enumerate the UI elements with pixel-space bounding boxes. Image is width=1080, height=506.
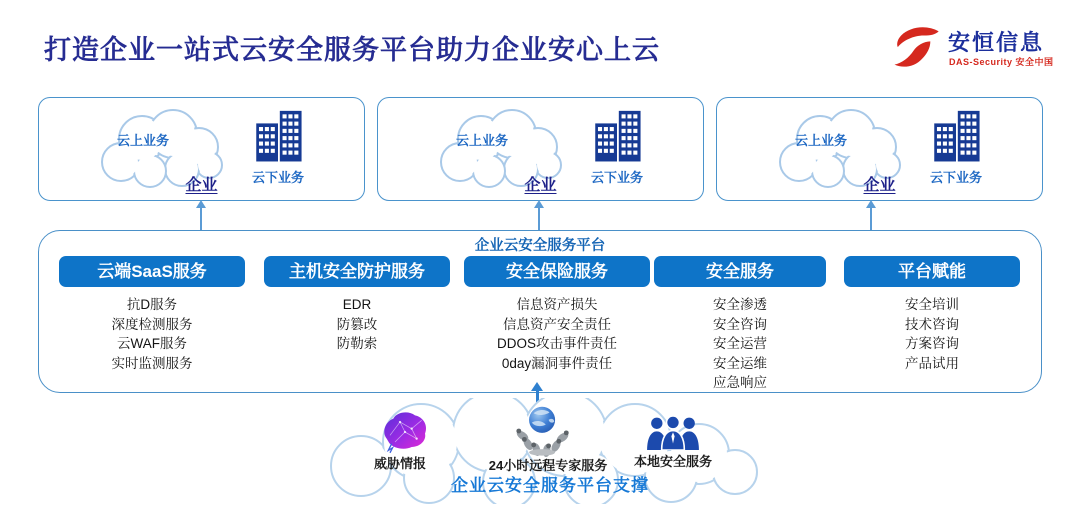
list-item: 0day漏洞事件责任 xyxy=(501,355,613,371)
remote-expert-label: 24小时远程专家服务 xyxy=(488,458,608,473)
enterprise-label: 企业 xyxy=(185,177,218,194)
list-item: 技术咨询 xyxy=(905,316,959,332)
building-icon xyxy=(249,110,307,164)
threat-intel-label: 威胁情报 xyxy=(373,456,426,471)
globe-experts-icon xyxy=(512,404,574,458)
column-items-host xyxy=(264,295,450,354)
cloud-business-label: 云上业务 xyxy=(455,133,508,148)
list-item: 安全咨询 xyxy=(713,316,767,332)
column-items-security xyxy=(654,295,826,393)
support-title: 企业云安全服务平台支撑 xyxy=(451,476,649,495)
building-icon xyxy=(927,110,985,164)
column-header-saas: 云端SaaS服务 xyxy=(59,256,245,287)
platform-title: 企业云安全服务平台 xyxy=(474,238,606,254)
cloud-business-label: 云上业务 xyxy=(794,133,847,148)
platform-column-saas xyxy=(59,231,245,392)
list-item: 方案咨询 xyxy=(905,336,959,351)
enterprise-label: 企业 xyxy=(524,177,557,194)
list-item: 深度检测服务 xyxy=(111,316,193,332)
list-item: 实时监测服务 xyxy=(111,355,193,371)
column-header-enable: 平台赋能 xyxy=(844,256,1020,287)
onprem-business-label: 云下业务 xyxy=(251,170,304,185)
list-item: 安全渗透 xyxy=(713,297,767,312)
brand-logo-icon xyxy=(892,20,942,76)
brand-name: 安恒信息 xyxy=(948,30,1045,55)
list-item: 安全培训 xyxy=(905,297,959,312)
list-item: 安全运维 xyxy=(713,355,767,371)
enterprise-box-2 xyxy=(377,97,704,201)
brain-network-icon xyxy=(380,410,430,454)
team-icon xyxy=(644,416,702,450)
platform-column-security xyxy=(654,231,826,392)
list-item: 防篡改 xyxy=(336,316,378,332)
column-items-saas xyxy=(59,295,245,373)
list-item: 信息资产安全责任 xyxy=(503,316,611,332)
onprem-business-label: 云下业务 xyxy=(590,170,643,185)
enterprise-box-1 xyxy=(38,97,365,201)
cloud-business-label: 云上业务 xyxy=(116,133,169,148)
column-header-security: 安全服务 xyxy=(654,256,826,287)
list-item: 云WAF服务 xyxy=(117,336,187,351)
list-item: 抗D服务 xyxy=(126,297,178,312)
list-item: 信息资产损失 xyxy=(516,297,598,312)
column-header-host: 主机安全防护服务 xyxy=(264,256,450,287)
list-item: 产品试用 xyxy=(905,355,959,371)
column-items-enable xyxy=(844,295,1020,373)
list-item: 安全运营 xyxy=(713,336,767,351)
page-title: 打造企业一站式云安全服务平台助力企业安心上云 xyxy=(44,35,660,65)
brand-logo xyxy=(892,18,1062,78)
list-item: 应急响应 xyxy=(713,375,767,390)
list-item: EDR xyxy=(342,297,372,312)
platform-column-host xyxy=(264,231,450,392)
column-items-insurance xyxy=(464,295,650,373)
brand-tagline: DAS-Security 安全中国 xyxy=(949,57,1054,67)
list-item: DDOS攻击事件责任 xyxy=(496,336,617,351)
onprem-business-label: 云下业务 xyxy=(929,170,982,185)
list-item: 防勒索 xyxy=(336,336,378,351)
building-icon xyxy=(588,110,646,164)
platform-column-insurance xyxy=(464,231,650,392)
platform-panel xyxy=(38,230,1042,393)
platform-column-enable xyxy=(844,231,1020,392)
local-service-label: 本地安全服务 xyxy=(633,454,712,469)
enterprise-box-3 xyxy=(716,97,1043,201)
enterprise-label: 企业 xyxy=(863,177,896,194)
column-header-insurance: 安全保险服务 xyxy=(464,256,650,287)
